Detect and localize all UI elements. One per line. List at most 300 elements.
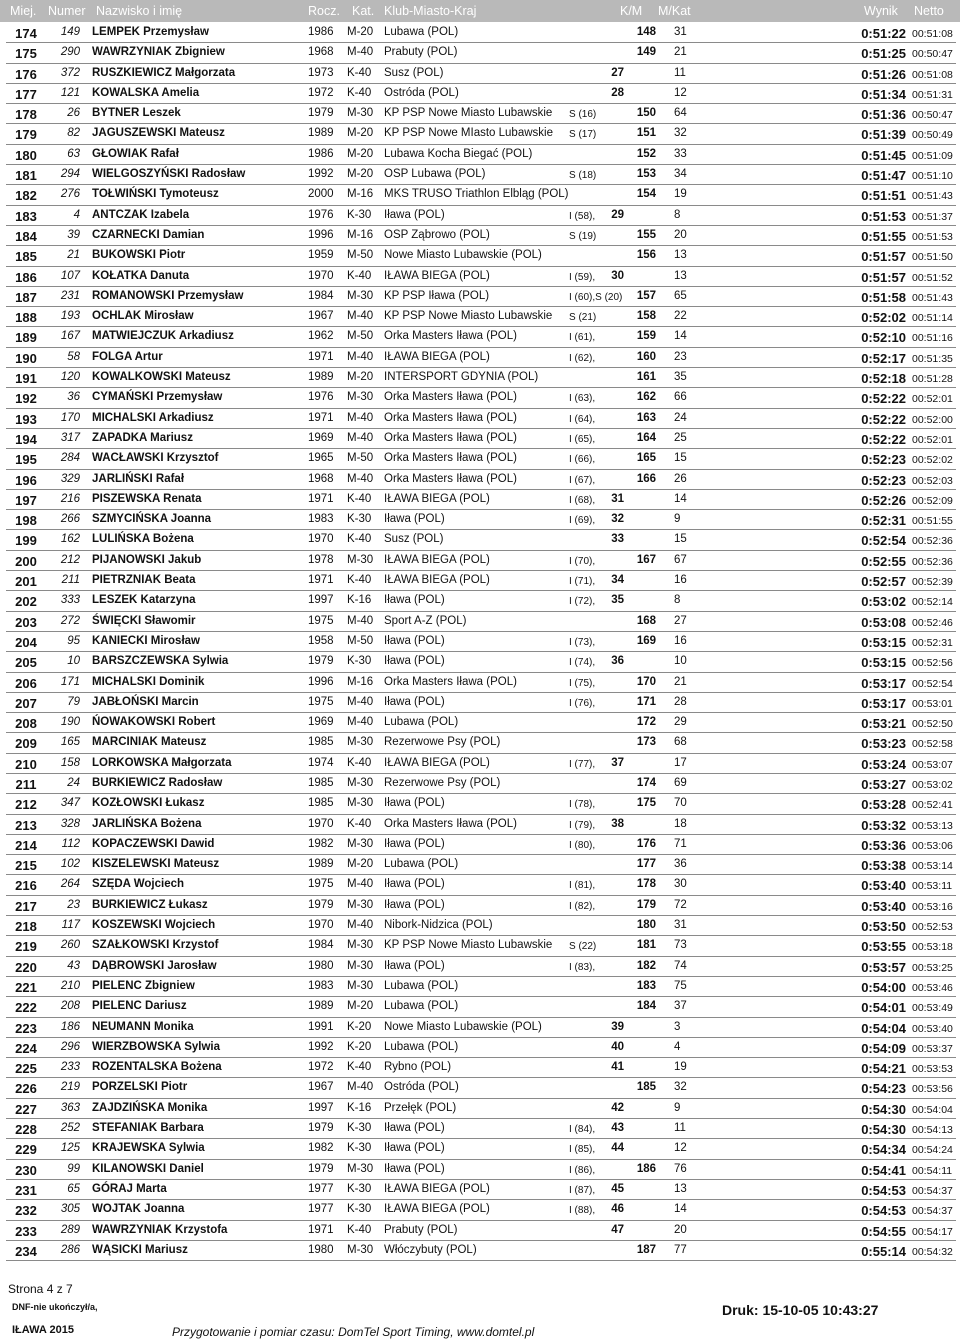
birth-year: 1979 bbox=[308, 655, 334, 668]
net-time: 00:51:10 bbox=[912, 170, 953, 183]
result-time: 0:55:14 bbox=[861, 1243, 906, 1259]
table-row bbox=[0, 206, 960, 226]
club: Rezerwowe Psy (POL) bbox=[384, 736, 501, 749]
result-time: 0:53:40 bbox=[861, 878, 906, 894]
table-row bbox=[0, 409, 960, 429]
net-time: 00:54:24 bbox=[912, 1144, 953, 1157]
classification: I (75), bbox=[569, 677, 596, 689]
category: M-50 bbox=[347, 634, 374, 647]
net-time: 00:53:56 bbox=[912, 1083, 953, 1096]
athlete-name: BURKIEWICZ Łukasz bbox=[92, 898, 208, 911]
birth-year: 1989 bbox=[308, 858, 334, 871]
table-row bbox=[0, 1099, 960, 1119]
men-place: 182 bbox=[636, 959, 656, 972]
athlete-name: CYMAŃSKI Przemysław bbox=[92, 391, 223, 404]
athlete-name: TOŁWIŃSKI Tymoteusz bbox=[92, 188, 219, 201]
men-place: 177 bbox=[636, 858, 656, 871]
men-place: 179 bbox=[636, 898, 656, 911]
place: 212 bbox=[15, 797, 37, 813]
category: M-40 bbox=[347, 919, 374, 932]
birth-year: 1970 bbox=[308, 817, 334, 830]
place: 186 bbox=[15, 269, 37, 285]
event-name: IŁAWA 2015 bbox=[12, 1324, 74, 1336]
women-place: 27 bbox=[611, 66, 624, 79]
women-place: 38 bbox=[611, 817, 624, 830]
net-time: 00:52:56 bbox=[912, 657, 953, 670]
classification: S (18) bbox=[569, 170, 597, 182]
birth-year: 1979 bbox=[308, 1162, 334, 1175]
classification: I (66), bbox=[569, 454, 596, 466]
men-place: 172 bbox=[636, 716, 656, 729]
bib-number: 167 bbox=[60, 330, 80, 343]
bib-number: 26 bbox=[67, 107, 80, 120]
women-place: 44 bbox=[611, 1142, 624, 1155]
classification: I (64), bbox=[569, 413, 596, 425]
page-number: Strona 4 z 7 bbox=[8, 1282, 73, 1296]
result-time: 0:54:23 bbox=[861, 1081, 906, 1097]
category-place: 77 bbox=[674, 1243, 687, 1256]
col-gender-place: K/M bbox=[620, 4, 643, 18]
athlete-name: ŃOWAKOWSKI Robert bbox=[92, 716, 216, 729]
result-time: 0:54:53 bbox=[861, 1182, 906, 1198]
category: K-20 bbox=[347, 1040, 372, 1053]
men-place: 156 bbox=[636, 249, 656, 262]
place: 230 bbox=[15, 1162, 37, 1178]
result-time: 0:52:22 bbox=[861, 431, 906, 447]
bib-number: 162 bbox=[60, 533, 80, 546]
category: M-40 bbox=[347, 350, 374, 363]
bib-number: 296 bbox=[60, 1040, 80, 1053]
bib-number: 233 bbox=[60, 1061, 80, 1074]
category-place: 11 bbox=[674, 66, 686, 79]
club: Iława (POL) bbox=[384, 655, 445, 668]
result-time: 0:51:47 bbox=[861, 168, 906, 184]
category: M-40 bbox=[347, 46, 374, 59]
birth-year: 1970 bbox=[308, 919, 334, 932]
club: Iława (POL) bbox=[384, 695, 445, 708]
result-time: 0:52:23 bbox=[861, 472, 906, 488]
athlete-name: ANTCZAK Izabela bbox=[92, 208, 190, 221]
dnf-legend: DNF-nie ukończył/a, bbox=[12, 1302, 98, 1312]
men-place: 181 bbox=[636, 939, 656, 952]
result-time: 0:53:08 bbox=[861, 614, 906, 630]
birth-year: 1968 bbox=[308, 472, 334, 485]
table-row bbox=[0, 632, 960, 652]
club: KP PSP Nowe Miasto Lubawskie bbox=[384, 310, 553, 323]
birth-year: 1983 bbox=[308, 513, 334, 526]
category-place: 76 bbox=[674, 1162, 687, 1175]
category: K-30 bbox=[347, 1182, 372, 1195]
athlete-name: MARCINIAK Mateusz bbox=[92, 736, 207, 749]
men-place: 169 bbox=[636, 634, 656, 647]
bib-number: 289 bbox=[60, 1223, 80, 1236]
net-time: 00:53:14 bbox=[912, 860, 953, 873]
category: M-30 bbox=[347, 776, 374, 789]
birth-year: 1979 bbox=[308, 1122, 334, 1135]
category: M-30 bbox=[347, 391, 374, 404]
athlete-name: KANIECKI Mirosław bbox=[92, 634, 200, 647]
birth-year: 1967 bbox=[308, 1081, 334, 1094]
place: 223 bbox=[15, 1020, 37, 1036]
bib-number: 36 bbox=[67, 391, 80, 404]
category-place: 14 bbox=[674, 1203, 687, 1216]
bib-number: 212 bbox=[60, 553, 80, 566]
net-time: 00:52:50 bbox=[912, 718, 953, 731]
place: 228 bbox=[15, 1122, 37, 1138]
table-row bbox=[0, 429, 960, 449]
women-place: 30 bbox=[611, 269, 624, 282]
table-row bbox=[0, 368, 960, 388]
category: K-40 bbox=[347, 269, 372, 282]
place: 217 bbox=[15, 898, 37, 914]
category: M-40 bbox=[347, 614, 374, 627]
club: Iława (POL) bbox=[384, 208, 445, 221]
athlete-name: LORKOWSKA Małgorzata bbox=[92, 756, 232, 769]
club: IŁAWA BIEGA (POL) bbox=[384, 1203, 490, 1216]
category: M-20 bbox=[347, 127, 374, 140]
club: Włóczybuty (POL) bbox=[384, 1243, 477, 1256]
bib-number: 264 bbox=[60, 878, 80, 891]
bib-number: 329 bbox=[60, 472, 80, 485]
bib-number: 372 bbox=[60, 66, 80, 79]
birth-year: 1967 bbox=[308, 310, 334, 323]
bib-number: 193 bbox=[60, 310, 80, 323]
place: 191 bbox=[15, 371, 37, 387]
birth-year: 1992 bbox=[308, 168, 334, 181]
table-row bbox=[0, 530, 960, 550]
result-time: 0:53:50 bbox=[861, 919, 906, 935]
result-time: 0:53:15 bbox=[861, 634, 906, 650]
place: 184 bbox=[15, 228, 37, 244]
col-category-place: M/Kat bbox=[658, 4, 691, 18]
athlete-name: SZMYCIŃSKA Joanna bbox=[92, 513, 212, 526]
place: 224 bbox=[15, 1040, 37, 1056]
table-row bbox=[0, 713, 960, 733]
place: 190 bbox=[15, 350, 37, 366]
place: 233 bbox=[15, 1223, 37, 1239]
category: M-30 bbox=[347, 1243, 374, 1256]
women-place: 32 bbox=[611, 513, 624, 526]
table-row bbox=[0, 84, 960, 104]
net-time: 00:53:16 bbox=[912, 900, 953, 913]
place: 214 bbox=[15, 837, 37, 853]
classification: I (65), bbox=[569, 433, 596, 445]
men-place: 167 bbox=[636, 553, 656, 566]
club: Iława (POL) bbox=[384, 837, 445, 850]
place: 206 bbox=[15, 675, 37, 691]
club: Lubawa Kocha Biegać (POL) bbox=[384, 147, 533, 160]
bib-number: 95 bbox=[67, 634, 80, 647]
bib-number: 112 bbox=[61, 837, 80, 850]
category: K-30 bbox=[347, 1122, 372, 1135]
men-place: 162 bbox=[636, 391, 656, 404]
classification: I (80), bbox=[569, 839, 596, 851]
men-place: 161 bbox=[636, 371, 656, 384]
classification: I (76), bbox=[569, 697, 596, 709]
category: M-20 bbox=[347, 371, 374, 384]
net-time: 00:53:01 bbox=[912, 697, 953, 710]
classification: I (81), bbox=[569, 880, 596, 892]
table-row bbox=[0, 165, 960, 185]
club: Iława (POL) bbox=[384, 634, 445, 647]
table-row bbox=[0, 875, 960, 895]
men-place: 175 bbox=[636, 797, 656, 810]
birth-year: 1982 bbox=[308, 1142, 334, 1155]
place: 178 bbox=[15, 107, 37, 123]
birth-year: 1991 bbox=[308, 1020, 334, 1033]
table-row bbox=[0, 673, 960, 693]
athlete-name: JABŁOŃSKI Marcin bbox=[92, 695, 199, 708]
result-time: 0:54:21 bbox=[861, 1061, 906, 1077]
classification: I (86), bbox=[569, 1164, 596, 1176]
net-time: 00:53:07 bbox=[912, 758, 953, 771]
category: K-40 bbox=[347, 492, 372, 505]
bib-number: 10 bbox=[67, 655, 80, 668]
result-time: 0:53:57 bbox=[861, 959, 906, 975]
net-time: 00:51:50 bbox=[912, 251, 953, 264]
club: Susz (POL) bbox=[384, 533, 444, 546]
men-place: 153 bbox=[636, 168, 656, 181]
table-row bbox=[0, 896, 960, 916]
bib-number: 276 bbox=[60, 188, 80, 201]
athlete-name: PIELENC Dariusz bbox=[92, 1000, 187, 1013]
net-time: 00:54:32 bbox=[912, 1245, 953, 1258]
women-place: 46 bbox=[611, 1203, 624, 1216]
category-place: 69 bbox=[674, 776, 687, 789]
category-place: 16 bbox=[674, 574, 687, 587]
club: Orka Masters Iława (POL) bbox=[384, 330, 517, 343]
net-time: 00:51:14 bbox=[912, 312, 953, 325]
bib-number: 290 bbox=[60, 46, 80, 59]
athlete-name: WACŁAWSKI Krzysztof bbox=[92, 452, 219, 465]
table-row bbox=[0, 916, 960, 936]
result-time: 0:51:34 bbox=[861, 86, 906, 102]
club: KP PSP Nowe Miasto Lubawskie bbox=[384, 939, 553, 952]
place: 177 bbox=[15, 86, 37, 102]
place: 222 bbox=[15, 1000, 37, 1016]
bib-number: 266 bbox=[60, 513, 80, 526]
results-table bbox=[0, 23, 960, 1261]
category: K-40 bbox=[347, 817, 372, 830]
category-place: 12 bbox=[674, 86, 687, 99]
birth-year: 1970 bbox=[308, 533, 334, 546]
net-time: 00:51:08 bbox=[912, 68, 953, 81]
category: K-40 bbox=[347, 756, 372, 769]
category: M-30 bbox=[347, 553, 374, 566]
athlete-name: PIETRZNIAK Beata bbox=[92, 574, 196, 587]
category-place: 13 bbox=[674, 269, 687, 282]
women-place: 37 bbox=[611, 756, 624, 769]
place: 189 bbox=[15, 330, 37, 346]
result-time: 0:52:23 bbox=[861, 452, 906, 468]
birth-year: 1971 bbox=[308, 574, 334, 587]
result-time: 0:53:40 bbox=[861, 898, 906, 914]
result-time: 0:53:24 bbox=[861, 756, 906, 772]
classification: I (62), bbox=[569, 352, 596, 364]
category-place: 32 bbox=[674, 127, 687, 140]
athlete-name: PIJANOWSKI Jakub bbox=[92, 553, 202, 566]
result-time: 0:54:34 bbox=[861, 1142, 906, 1158]
athlete-name: RUSZKIEWICZ Małgorzata bbox=[92, 66, 236, 79]
table-row bbox=[0, 815, 960, 835]
club: Ostróda (POL) bbox=[384, 1081, 459, 1094]
athlete-name: KILANOWSKI Daniel bbox=[92, 1162, 204, 1175]
net-time: 00:52:01 bbox=[912, 433, 953, 446]
category: K-30 bbox=[347, 208, 372, 221]
category: M-16 bbox=[347, 188, 374, 201]
athlete-name: BUKOWSKI Piotr bbox=[92, 249, 186, 262]
category: K-40 bbox=[347, 574, 372, 587]
table-header bbox=[0, 0, 960, 22]
net-time: 00:54:13 bbox=[912, 1124, 953, 1137]
classification: S (19) bbox=[569, 230, 597, 242]
classification: I (78), bbox=[569, 799, 596, 811]
birth-year: 1976 bbox=[308, 391, 334, 404]
men-place: 148 bbox=[636, 26, 656, 38]
place: 225 bbox=[15, 1061, 37, 1077]
birth-year: 1972 bbox=[308, 86, 334, 99]
result-time: 0:53:17 bbox=[861, 695, 906, 711]
table-row bbox=[0, 997, 960, 1017]
category-place: 28 bbox=[674, 695, 687, 708]
bib-number: 317 bbox=[60, 431, 80, 444]
men-place: 168 bbox=[636, 614, 656, 627]
place: 195 bbox=[15, 452, 37, 468]
net-time: 00:52:46 bbox=[912, 616, 953, 629]
bib-number: 165 bbox=[60, 736, 80, 749]
net-time: 00:53:11 bbox=[912, 880, 953, 893]
athlete-name: KOŁATKA Danuta bbox=[92, 269, 190, 282]
classification: I (84), bbox=[569, 1124, 596, 1136]
category: M-50 bbox=[347, 452, 374, 465]
table-row bbox=[0, 327, 960, 347]
bib-number: 190 bbox=[60, 716, 80, 729]
category-place: 16 bbox=[674, 634, 687, 647]
category-place: 20 bbox=[674, 228, 687, 241]
birth-year: 2000 bbox=[308, 188, 334, 201]
net-time: 00:51:52 bbox=[912, 271, 953, 284]
club: Orka Masters Iława (POL) bbox=[384, 472, 517, 485]
club: Lubawa (POL) bbox=[384, 858, 459, 871]
category-place: 35 bbox=[674, 371, 687, 384]
category: M-40 bbox=[347, 431, 374, 444]
birth-year: 1971 bbox=[308, 492, 334, 505]
result-time: 0:52:17 bbox=[861, 350, 906, 366]
bib-number: 63 bbox=[67, 147, 80, 160]
table-row bbox=[0, 23, 960, 43]
place: 215 bbox=[15, 858, 37, 874]
result-time: 0:54:30 bbox=[861, 1101, 906, 1117]
category: M-30 bbox=[347, 289, 374, 302]
table-row bbox=[0, 226, 960, 246]
category: M-30 bbox=[347, 736, 374, 749]
net-time: 00:50:47 bbox=[912, 48, 953, 61]
athlete-name: PIELENC Zbigniew bbox=[92, 979, 195, 992]
athlete-name: MICHALSKI Arkadiusz bbox=[92, 411, 214, 424]
place: 198 bbox=[15, 513, 37, 529]
club: IŁAWA BIEGA (POL) bbox=[384, 553, 490, 566]
table-row bbox=[0, 1038, 960, 1058]
result-time: 0:51:36 bbox=[861, 107, 906, 123]
category: M-20 bbox=[347, 168, 374, 181]
athlete-name: BURKIEWICZ Radosław bbox=[92, 776, 223, 789]
birth-year: 1969 bbox=[308, 716, 334, 729]
men-place: 166 bbox=[636, 472, 656, 485]
category-place: 36 bbox=[674, 858, 687, 871]
athlete-name: GŁOWIAK Rafał bbox=[92, 147, 179, 160]
category-place: 17 bbox=[674, 756, 687, 769]
place: 188 bbox=[15, 310, 37, 326]
men-place: 165 bbox=[636, 452, 656, 465]
place: 201 bbox=[15, 574, 37, 590]
category: K-20 bbox=[347, 1020, 372, 1033]
category-place: 66 bbox=[674, 391, 687, 404]
result-time: 0:53:36 bbox=[861, 837, 906, 853]
classification: S (16) bbox=[569, 109, 597, 121]
table-row bbox=[0, 591, 960, 611]
net-time: 00:53:25 bbox=[912, 961, 953, 974]
category: M-20 bbox=[347, 858, 374, 871]
athlete-name: FOLGA Artur bbox=[92, 350, 163, 363]
women-place: 29 bbox=[611, 208, 624, 221]
place: 199 bbox=[15, 533, 37, 549]
bib-number: 208 bbox=[60, 1000, 80, 1013]
table-row bbox=[0, 774, 960, 794]
col-numer: Numer bbox=[48, 4, 86, 18]
category-place: 29 bbox=[674, 716, 687, 729]
bib-number: 65 bbox=[67, 1182, 80, 1195]
club: Sport A-Z (POL) bbox=[384, 614, 467, 627]
table-row bbox=[0, 1200, 960, 1220]
club: Ostróda (POL) bbox=[384, 86, 459, 99]
bib-number: 219 bbox=[60, 1081, 80, 1094]
place: 218 bbox=[15, 919, 37, 935]
club: Orka Masters Iława (POL) bbox=[384, 431, 517, 444]
place: 220 bbox=[15, 959, 37, 975]
place: 221 bbox=[15, 979, 37, 995]
birth-year: 1996 bbox=[308, 675, 334, 688]
men-place: 186 bbox=[636, 1162, 656, 1175]
table-row bbox=[0, 977, 960, 997]
bib-number: 328 bbox=[60, 817, 80, 830]
table-row bbox=[0, 693, 960, 713]
club: Nowe Miasto Lubawskie (POL) bbox=[384, 249, 542, 262]
place: 208 bbox=[15, 716, 37, 732]
men-place: 184 bbox=[636, 1000, 656, 1013]
birth-year: 1986 bbox=[308, 147, 334, 160]
classification: S (22) bbox=[569, 941, 597, 953]
category-place: 71 bbox=[674, 837, 687, 850]
club: Przełęk (POL) bbox=[384, 1101, 457, 1114]
result-time: 0:53:28 bbox=[861, 797, 906, 813]
athlete-name: WOJTAK Joanna bbox=[92, 1203, 185, 1216]
club: Iława (POL) bbox=[384, 898, 445, 911]
club: Prabuty (POL) bbox=[384, 46, 458, 59]
net-time: 00:53:46 bbox=[912, 981, 953, 994]
category-place: 31 bbox=[674, 919, 687, 932]
men-place: 163 bbox=[636, 411, 656, 424]
bib-number: 284 bbox=[60, 452, 80, 465]
place: 227 bbox=[15, 1101, 37, 1117]
club: Rybno (POL) bbox=[384, 1061, 452, 1074]
bib-number: 24 bbox=[67, 776, 80, 789]
place: 185 bbox=[15, 249, 37, 265]
category: M-40 bbox=[347, 695, 374, 708]
table-row bbox=[0, 348, 960, 368]
category: M-30 bbox=[347, 898, 374, 911]
category-place: 34 bbox=[674, 168, 687, 181]
bib-number: 82 bbox=[67, 127, 80, 140]
